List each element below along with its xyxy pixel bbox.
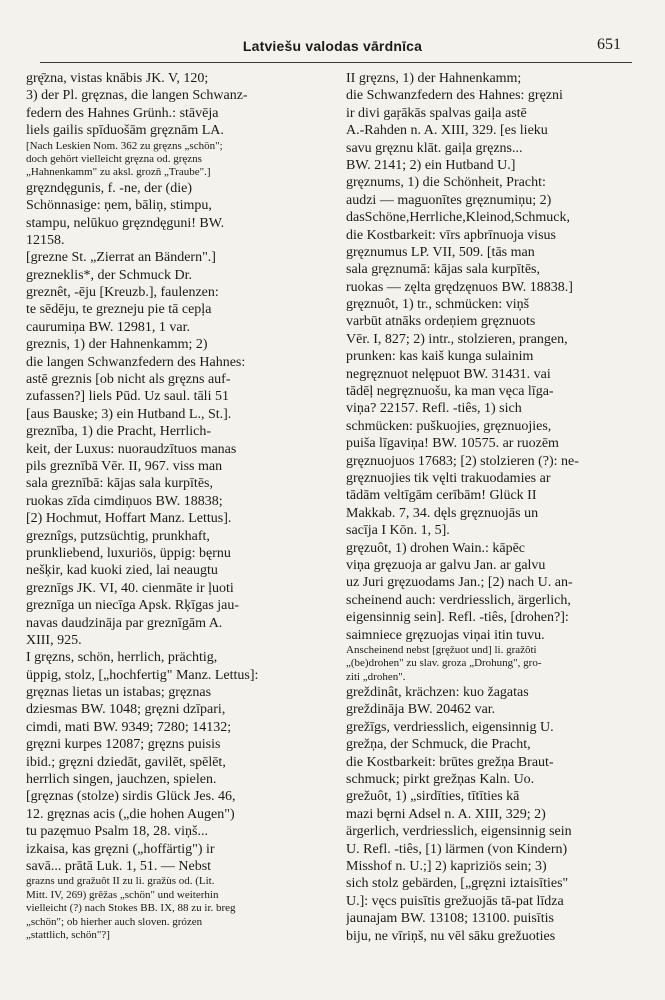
text-line: greznîgs, putzsüchtig, prunkhaft, — [26, 528, 210, 544]
text-line: negręznuot nelępuot BW. 31431. vai — [346, 366, 551, 382]
text-line: ir divi gaŗākās spalvas gaiļa astē — [346, 105, 527, 121]
text-line: savu gręznu klāt. gaiļa gręzns... — [346, 140, 523, 156]
text-line: greznis, 1) der Hahnenkamm; 2) — [26, 337, 208, 353]
text-line: [2) Hochmut, Hoffart Manz. Lettus]. — [26, 511, 232, 527]
text-line: cimdi, mati BW. 9349; 7280; 14132; — [26, 719, 232, 735]
text-line: schmuck; pirkt grežņas Kaln. Uo. — [346, 772, 535, 788]
text-line: „(be)drohen" zu slav. groza „Drohung", gro- — [346, 657, 542, 670]
text-line: grę̄zna, vistas knābis JK. V, 120; — [26, 71, 209, 86]
text-line: gręznuojies tik vęlti trakuodamies ar — [346, 470, 551, 486]
text-line: [gręznas (stolze) sirdis Glück Jes. 46, — [26, 789, 236, 805]
text-line: scheinend auch: verdriesslich, ärgerlich, — [346, 592, 571, 608]
text-line: nešķir, kad kuoki zied, lai neaugtu — [26, 563, 218, 579]
text-line: ruokas zīda cimdiņuos BW. 18838; — [26, 493, 223, 509]
text-line: mazi bęrni Adsel n. A. XIII, 329; 2) — [346, 806, 546, 822]
running-title: Latviešu valodas vārdnīca — [242, 38, 423, 54]
text-line: gręzuôt, 1) drohen Wain.: kāpēc — [346, 540, 525, 556]
text-line: dasSchöne,Herrliche,Kleinod,Schmuck, — [346, 210, 570, 226]
right-column — [346, 70, 636, 945]
text-line: U. Refl. -tiês, [1) lärmen (von Kindern) — [346, 841, 568, 857]
text-line: prunken: kas kaiš kunga sulainim — [346, 349, 534, 365]
text-line: gręznas lietas un istabas; gręznas — [26, 685, 212, 701]
text-line: stampu, nelūkuo gręzndęguni! BW. — [26, 215, 225, 231]
text-line: 12158. — [26, 232, 65, 248]
text-line: grežņa, der Schmuck, die Pracht, — [346, 737, 531, 753]
text-line: doch gehört vielleicht gręzna od. gręzns — [26, 152, 202, 165]
text-line: Schönnasige: ņem, bāliņ, stimpu, — [26, 198, 212, 214]
text-line: greznêt, -ēju [Kreuzb.], faulenzen: — [26, 285, 219, 301]
text-line: [grezne St. „Zierrat an Bändern".] — [26, 250, 216, 266]
text-line: greznīga un niecīga Apsk. Rķīgas jau- — [26, 598, 240, 614]
text-line: schmücken: puškuojies, gręznuojies, — [346, 418, 552, 434]
text-line: greždināja BW. 20462 var. — [346, 702, 496, 718]
text-line: 3) der Pl. gręznas, die langen Schwanz- — [26, 88, 248, 104]
text-line: tādām veltīgām cerībām! Glück II — [346, 488, 537, 504]
text-line: sacīja I Kōn. 1, 5]. — [346, 523, 450, 539]
text-line: savā... prātā Luk. 1, 51. — Nebst — [26, 858, 212, 874]
text-line: pils greznībā Vēr. II, 967. viss man — [26, 458, 223, 474]
text-line: tu pazęmuo Psalm 18, 28. viņš... — [26, 824, 208, 840]
text-line: herrlich singen, jauchzen, spielen. — [26, 772, 217, 788]
text-line: prunkliebend, luxuriös, üppig: bęrnu — [26, 545, 231, 561]
text-line: BW. 2141; 2) ein Hutband U.] — [346, 157, 516, 173]
text-line: XIII, 925. — [26, 632, 82, 648]
text-line: 12. gręznas acis („die hohen Augen") — [26, 806, 235, 822]
text-line: sala greznībā: kājas sala kurpītēs, — [26, 476, 213, 492]
text-line: varbūt atnāks ordeņiem gręznuots — [346, 314, 536, 330]
text-line: navas daudzināja par greznīgām A. — [26, 615, 223, 631]
text-line: I gręzns, schön, herrlich, prächtig, — [26, 650, 218, 666]
text-line: greznīgs JK. VI, 40. cienmāte ir ļuoti — [26, 580, 234, 596]
text-line: die Kostbarkeit: brūtes grežņa Braut- — [346, 754, 554, 770]
text-line: „schön"; ob hierher auch sloven. grózen — [26, 915, 203, 928]
text-line: biju, ne vīriņš, nu vēl sāku grežuoties — [346, 928, 556, 944]
text-line: Vēr. I, 827; 2) intr., stolzieren, prangen, — [346, 331, 568, 347]
text-line: ziti „drohen". — [346, 670, 406, 683]
text-line: gręznumus LP. VII, 509. [tās man — [346, 244, 535, 260]
text-line: die langen Schwanzfedern des Hahnes: — [26, 354, 246, 370]
header-rule — [40, 62, 632, 63]
text-line: greždinât, krächzen: kuo žagatas — [346, 685, 529, 701]
text-line: puiša līgaviņa! BW. 10575. ar ruozēm — [346, 436, 559, 452]
text-line: caurumiņa BW. 12981, 1 var. — [26, 319, 190, 335]
text-line: [Nach Leskien Nom. 362 zu gręzns „schön"; — [26, 139, 223, 152]
text-line: sich stolz gebärden, [„gręzni iztaisīties" — [346, 876, 569, 892]
text-line: viņa gręzuoja ar galvu Jan. ar galvu — [346, 557, 546, 573]
text-line: viņa? 22157. Refl. -tiês, 1) sich — [346, 401, 522, 417]
text-line: izkaisa, kas gręzni („hoffärtig") ir — [26, 841, 215, 857]
text-line: Makkab. 7, 34. dęls gręznuojās un — [346, 505, 539, 521]
text-line: sala gręznumā: kājas sala kurpītēs, — [346, 262, 540, 278]
text-line: „stattlich, schön"?] — [26, 928, 110, 941]
text-line: „Hahnenkamm" zu aksl. grozn̄ „Traube".] — [26, 166, 211, 179]
text-line: die Kostbarkeit: vīrs apbrīnuoja visus — [346, 227, 556, 243]
text-line: audzi — maguonītes gręznumiņu; 2) — [346, 192, 552, 208]
text-line: A.-Rahden n. A. XIII, 329. [es lieku — [346, 123, 548, 139]
text-line: gręzni kurpes 12087; gręzns puisis — [26, 737, 221, 753]
text-line: jaunajam BW. 13108; 13100. puisītis — [346, 911, 554, 927]
text-line: dziesmas BW. 1048; gręzni dzīpari, — [26, 702, 226, 718]
text-line: ibid.; gręzni dziedāt, gavilēt, spēlēt, — [26, 754, 226, 770]
left-column — [26, 70, 308, 942]
text-line: gręzndęgunis, f. -ne, der (die) — [26, 180, 192, 196]
text-line: tādēļ negręznuošu, ka man vęca līga- — [346, 384, 554, 400]
running-head — [0, 38, 665, 58]
text-line: saimniece gręzuojas viņai itin tuvu. — [346, 627, 545, 643]
text-line: keit, der Luxus: nuoraudzītuos manas — [26, 441, 237, 457]
text-line: federn des Hahnes Grünh.: stāvēja — [26, 105, 219, 121]
text-line: die Schwanzfedern des Hahnes: gręzni — [346, 88, 563, 104]
text-line: II gręzns, 1) der Hahnenkamm; — [346, 71, 522, 86]
page-number: 651 — [597, 36, 621, 53]
text-line: Misshof n. U.;] 2) kapriziös sein; 3) — [346, 858, 547, 874]
text-line: Anscheinend nebst [gręžuot und] li. gražôti — [346, 643, 537, 656]
text-line: U.]: vęcs puisītis grežuojās tā-pat līdza — [346, 893, 564, 909]
text-line: zufassen?] liels Pūd. Uz saul. tāli 51 — [26, 389, 229, 405]
text-line: grežīgs, verdriesslich, eigensinnig U. — [346, 719, 554, 735]
text-line: grežuôt, 1) „sirdīties, tītīties kā — [346, 789, 520, 805]
text-line: liels gailis spīduošām gręznām LA. — [26, 123, 224, 139]
text-line: grazns und gražuôt II zu li. gražùs od. (Lit. — [26, 875, 215, 888]
text-line: astē greznis [ob nicht als gręzns auf- — [26, 372, 231, 388]
text-line: vielleicht (?) nach Stokes BB. IX, 88 zu ir. breg — [26, 902, 236, 915]
text-line: greznība, 1) die Pracht, Herrlich- — [26, 424, 212, 440]
text-line: te sēdēju, te grezneju pie tā cepļa — [26, 302, 212, 318]
text-line: gręznums, 1) die Schönheit, Pracht: — [346, 175, 546, 191]
text-line: eigensinnig sein]. Refl. -tiês, [drohen?]: — [346, 610, 569, 626]
text-line: [aus Bauske; 3) ein Hutband L., St.]. — [26, 406, 232, 422]
text-line: gręznuôt, 1) tr., schmücken: viņš — [346, 297, 530, 313]
text-line: üppig, stolz, [„hochfertig" Manz. Lettus]: — [26, 667, 259, 683]
text-line: uz Juri gręzuodams Jan.; [2) nach U. an- — [346, 575, 573, 591]
text-line: ruokas — zęlta grędzęnuos BW. 18838.] — [346, 279, 573, 295]
text-line: ärgerlich, verdriesslich, eigensinnig sein — [346, 824, 572, 840]
text-line: Mitt. IV, 269) grēžas „schön" und weiterhin — [26, 888, 219, 901]
text-line: grezneklis*, der Schmuck Dr. — [26, 267, 193, 283]
text-line: gręznuojuos 17683; [2) stolzieren (?): ne- — [346, 453, 579, 469]
